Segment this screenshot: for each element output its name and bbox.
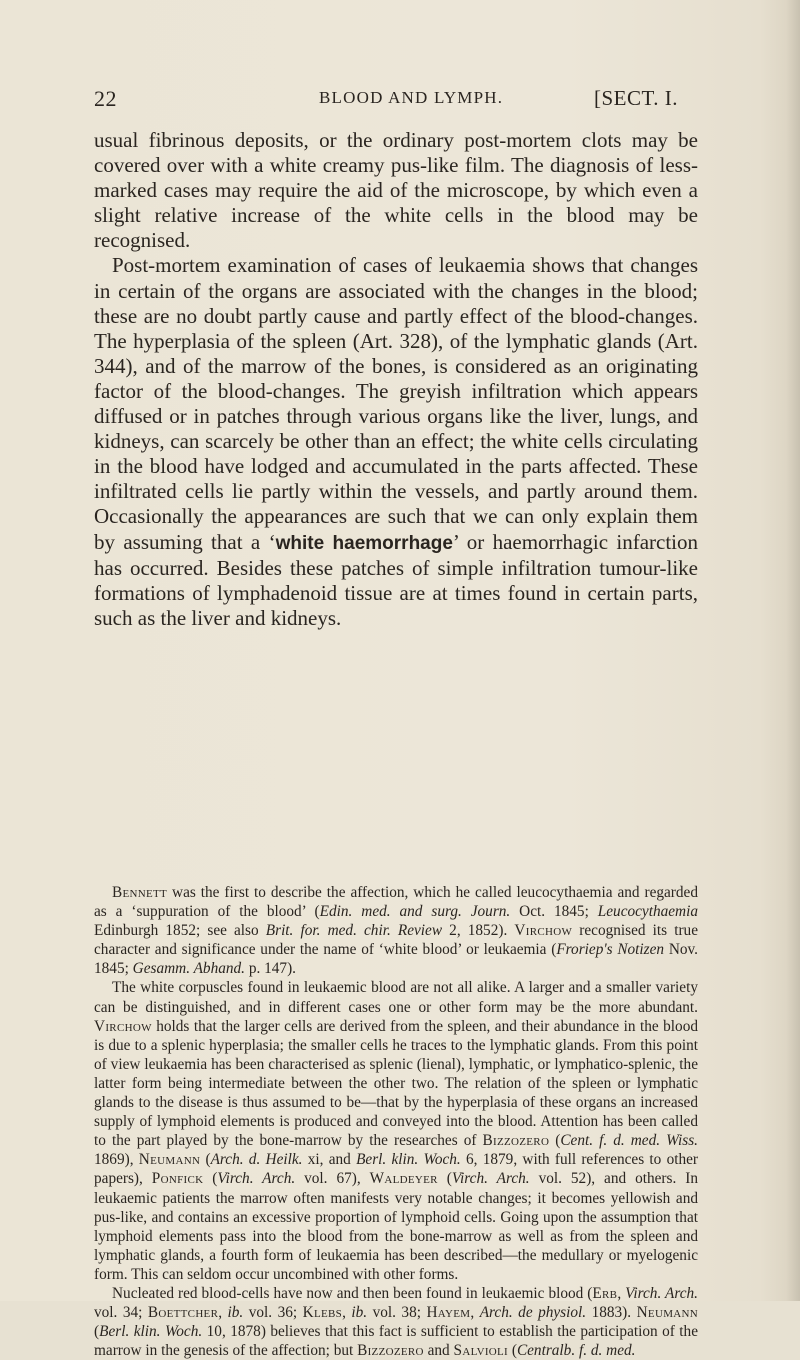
citation-title: ib. <box>227 1304 244 1322</box>
author-name: Virchow <box>514 922 573 940</box>
citation-title: Virch. Arch. <box>451 1170 530 1188</box>
author-name: Bizzozero <box>482 1132 550 1150</box>
note-text: Nov. 1845; <box>94 941 699 978</box>
note-text: , <box>470 1304 480 1322</box>
note-text: 1869), <box>94 1151 139 1169</box>
page-edge-shadow <box>786 0 800 1301</box>
note-text: vol. 38; <box>367 1304 427 1322</box>
citation-title: Centralb. f. d. med. <box>516 1342 636 1360</box>
note-text: ( <box>200 1151 211 1169</box>
citation-title: Gesamm. Abhand. <box>132 960 245 978</box>
main-text <box>94 128 698 631</box>
note-text: 2, 1852). <box>442 922 515 940</box>
author-name: Boettcher <box>147 1304 219 1322</box>
section-label: [SECT. I. <box>594 86 679 110</box>
note-text: Oct. 1845; <box>510 903 598 921</box>
page-number: 22 <box>94 86 117 111</box>
note-text: , <box>342 1304 352 1322</box>
small-print-notes <box>94 883 698 1360</box>
note-text: and <box>423 1342 454 1360</box>
citation-title: Leucocythaemia <box>597 903 698 921</box>
note-paragraph-2 <box>94 978 698 1284</box>
bold-term-white-haemorrhage: white haemorrhage <box>275 532 453 554</box>
citation-title: Berl. klin. Woch. <box>356 1151 461 1169</box>
citation-title: ib. <box>351 1304 368 1322</box>
note-text: Edinburgh 1852; see also <box>94 922 266 940</box>
note-text: 6, 1879, with full references to other papers), <box>94 1151 699 1188</box>
author-name: Bennett <box>112 884 168 901</box>
note-text: vol. 67), <box>295 1170 370 1188</box>
citation-title: Arch. de physiol. <box>479 1304 587 1322</box>
citation-title: Froriep's Notizen <box>556 941 665 959</box>
note-text: vol. 36; <box>243 1304 303 1322</box>
citation-title: Cent. f. d. med. Wiss. <box>560 1132 698 1150</box>
citation-title: Brit. for. med. chir. Review <box>265 922 443 940</box>
author-name: Virchow <box>94 1017 152 1035</box>
paragraph-2-part-a: Post-mortem examination of cases of leukaemia shows that changes in certain of the organs are associated with the changes in the blood; these are no doubt partly cause and partly effect of the blood-changes. The hyperplasia of the spleen (Art. 328), of the lymphatic glands (Art. 344), and of the marrow of the bones, is considered as an originating factor of the blood-changes. The greyish infiltration which appears diffused or in patches through various organs like the liver, lungs, and kidneys, can scarcely be other than an effect; the white cells circulating in the blood have lodged and accumulated in the parts affected. These infiltrated cells lie partly within the vessels, and partly around them. Occasionally the appearances are such that we can only explain them by assuming that a ‘ <box>94 253 698 554</box>
note-text: ( <box>549 1132 561 1150</box>
note-text: ( <box>94 1323 100 1341</box>
note-text: , <box>617 1284 626 1302</box>
note-text: The white corpuscles found in leukaemic blood are not all alike. A larger and a smaller variety can be distinguished, and in different cases one or other form may be the more abundant. <box>94 979 698 1016</box>
note-text: p. 147). <box>245 960 296 978</box>
note-text: 1883). <box>586 1304 637 1322</box>
author-name: Bizzozero <box>357 1342 424 1360</box>
note-text: vol. 52), and others. In leukaemic patients the marrow often manifests very notable changes; it becomes yellowish and pus-like, and contains an excessive proportion of lymphoid cells. Going upon the assumption that lymphoid elements pass into the blood from the bone-marrow as well as from the spleen and lymphatic glands, a fourth form of leukaemia has been described—the medullary or myelogenic form. This can seldom occur uncombined with other forms. <box>94 1170 698 1283</box>
note-text: holds that the larger cells are derived from the spleen, and their abundance in the blood is due to a splenic hyperplasia; the smaller cells he traces to the lymphatic glands. From this point of view leukaemia has been characterised as splenic (lienal), lymphatic, or lymphatico-splenic, the latter form being intermediate between the other two. The relation of the spleen or lymphatic glands to the disease is thus assumed to be—that by the hyperplasia of these organs an increased supply of lymphoid elements is produced and conveyed into the blood. Attention has been called to the part played by the bone-marrow by the researches of <box>94 1017 698 1150</box>
author-name: Waldeyer <box>369 1170 438 1188</box>
citation-title: Edin. med. and surg. Journ. <box>319 903 511 921</box>
note-text: 10, 1878) believes that this fact is sufficient to establish the participation of the marrow in the genesis of the affection; but <box>94 1323 698 1360</box>
note-text: xi, and <box>302 1151 357 1169</box>
author-name: Erb <box>592 1284 618 1302</box>
paragraph-2 <box>94 253 698 630</box>
note-text: vol. 34; <box>94 1304 148 1322</box>
paragraph-2-part-b: ’ or haemorrhagic infarction has occurred. Besides these patches of simple infiltration tumour-like formations of lymphadenoid tissue are at times found in certain parts, such as the liver and kidneys. <box>94 529 699 630</box>
citation-title: Berl. klin. Woch. <box>99 1323 203 1341</box>
note-text: ( <box>203 1170 218 1188</box>
author-name: Ponfick <box>151 1170 204 1188</box>
author-name: Klebs <box>302 1304 343 1322</box>
author-name: Neumann <box>636 1304 699 1322</box>
paragraph-1: usual fibrinous deposits, or the ordinary post-mortem clots may be covered over with a white creamy pus-like film. The diagnosis of less-marked cases may require the aid of the microscope, by which even a slight relative increase of the white cells in the blood may be recognised. <box>94 128 698 253</box>
note-text: ( <box>437 1170 452 1188</box>
note-text: Nucleated red blood-cells have now and then been found in leukaemic blood ( <box>112 1284 593 1302</box>
citation-title: Virch. Arch. <box>625 1284 698 1302</box>
citation-title: Virch. Arch. <box>217 1170 296 1188</box>
author-name: Hayem <box>426 1304 471 1322</box>
note-paragraph-3 <box>94 1284 698 1360</box>
note-text: recognised its true character and significance under the name of ‘white blood’ or leukaemia ( <box>94 922 698 959</box>
note-text: was the first to describe the affection, which he called leucocythaemia and regarded as a ‘suppuration of the blood’ ( <box>94 884 698 921</box>
note-text: ( <box>508 1342 517 1360</box>
author-name: Salvioli <box>453 1342 509 1360</box>
note-text: , <box>218 1304 228 1322</box>
author-name: Neumann <box>138 1151 201 1169</box>
note-paragraph-1 <box>94 883 698 978</box>
running-title: BLOOD AND LYMPH. <box>319 88 504 107</box>
citation-title: Arch. d. Heilk. <box>210 1151 303 1169</box>
running-header <box>94 86 694 112</box>
